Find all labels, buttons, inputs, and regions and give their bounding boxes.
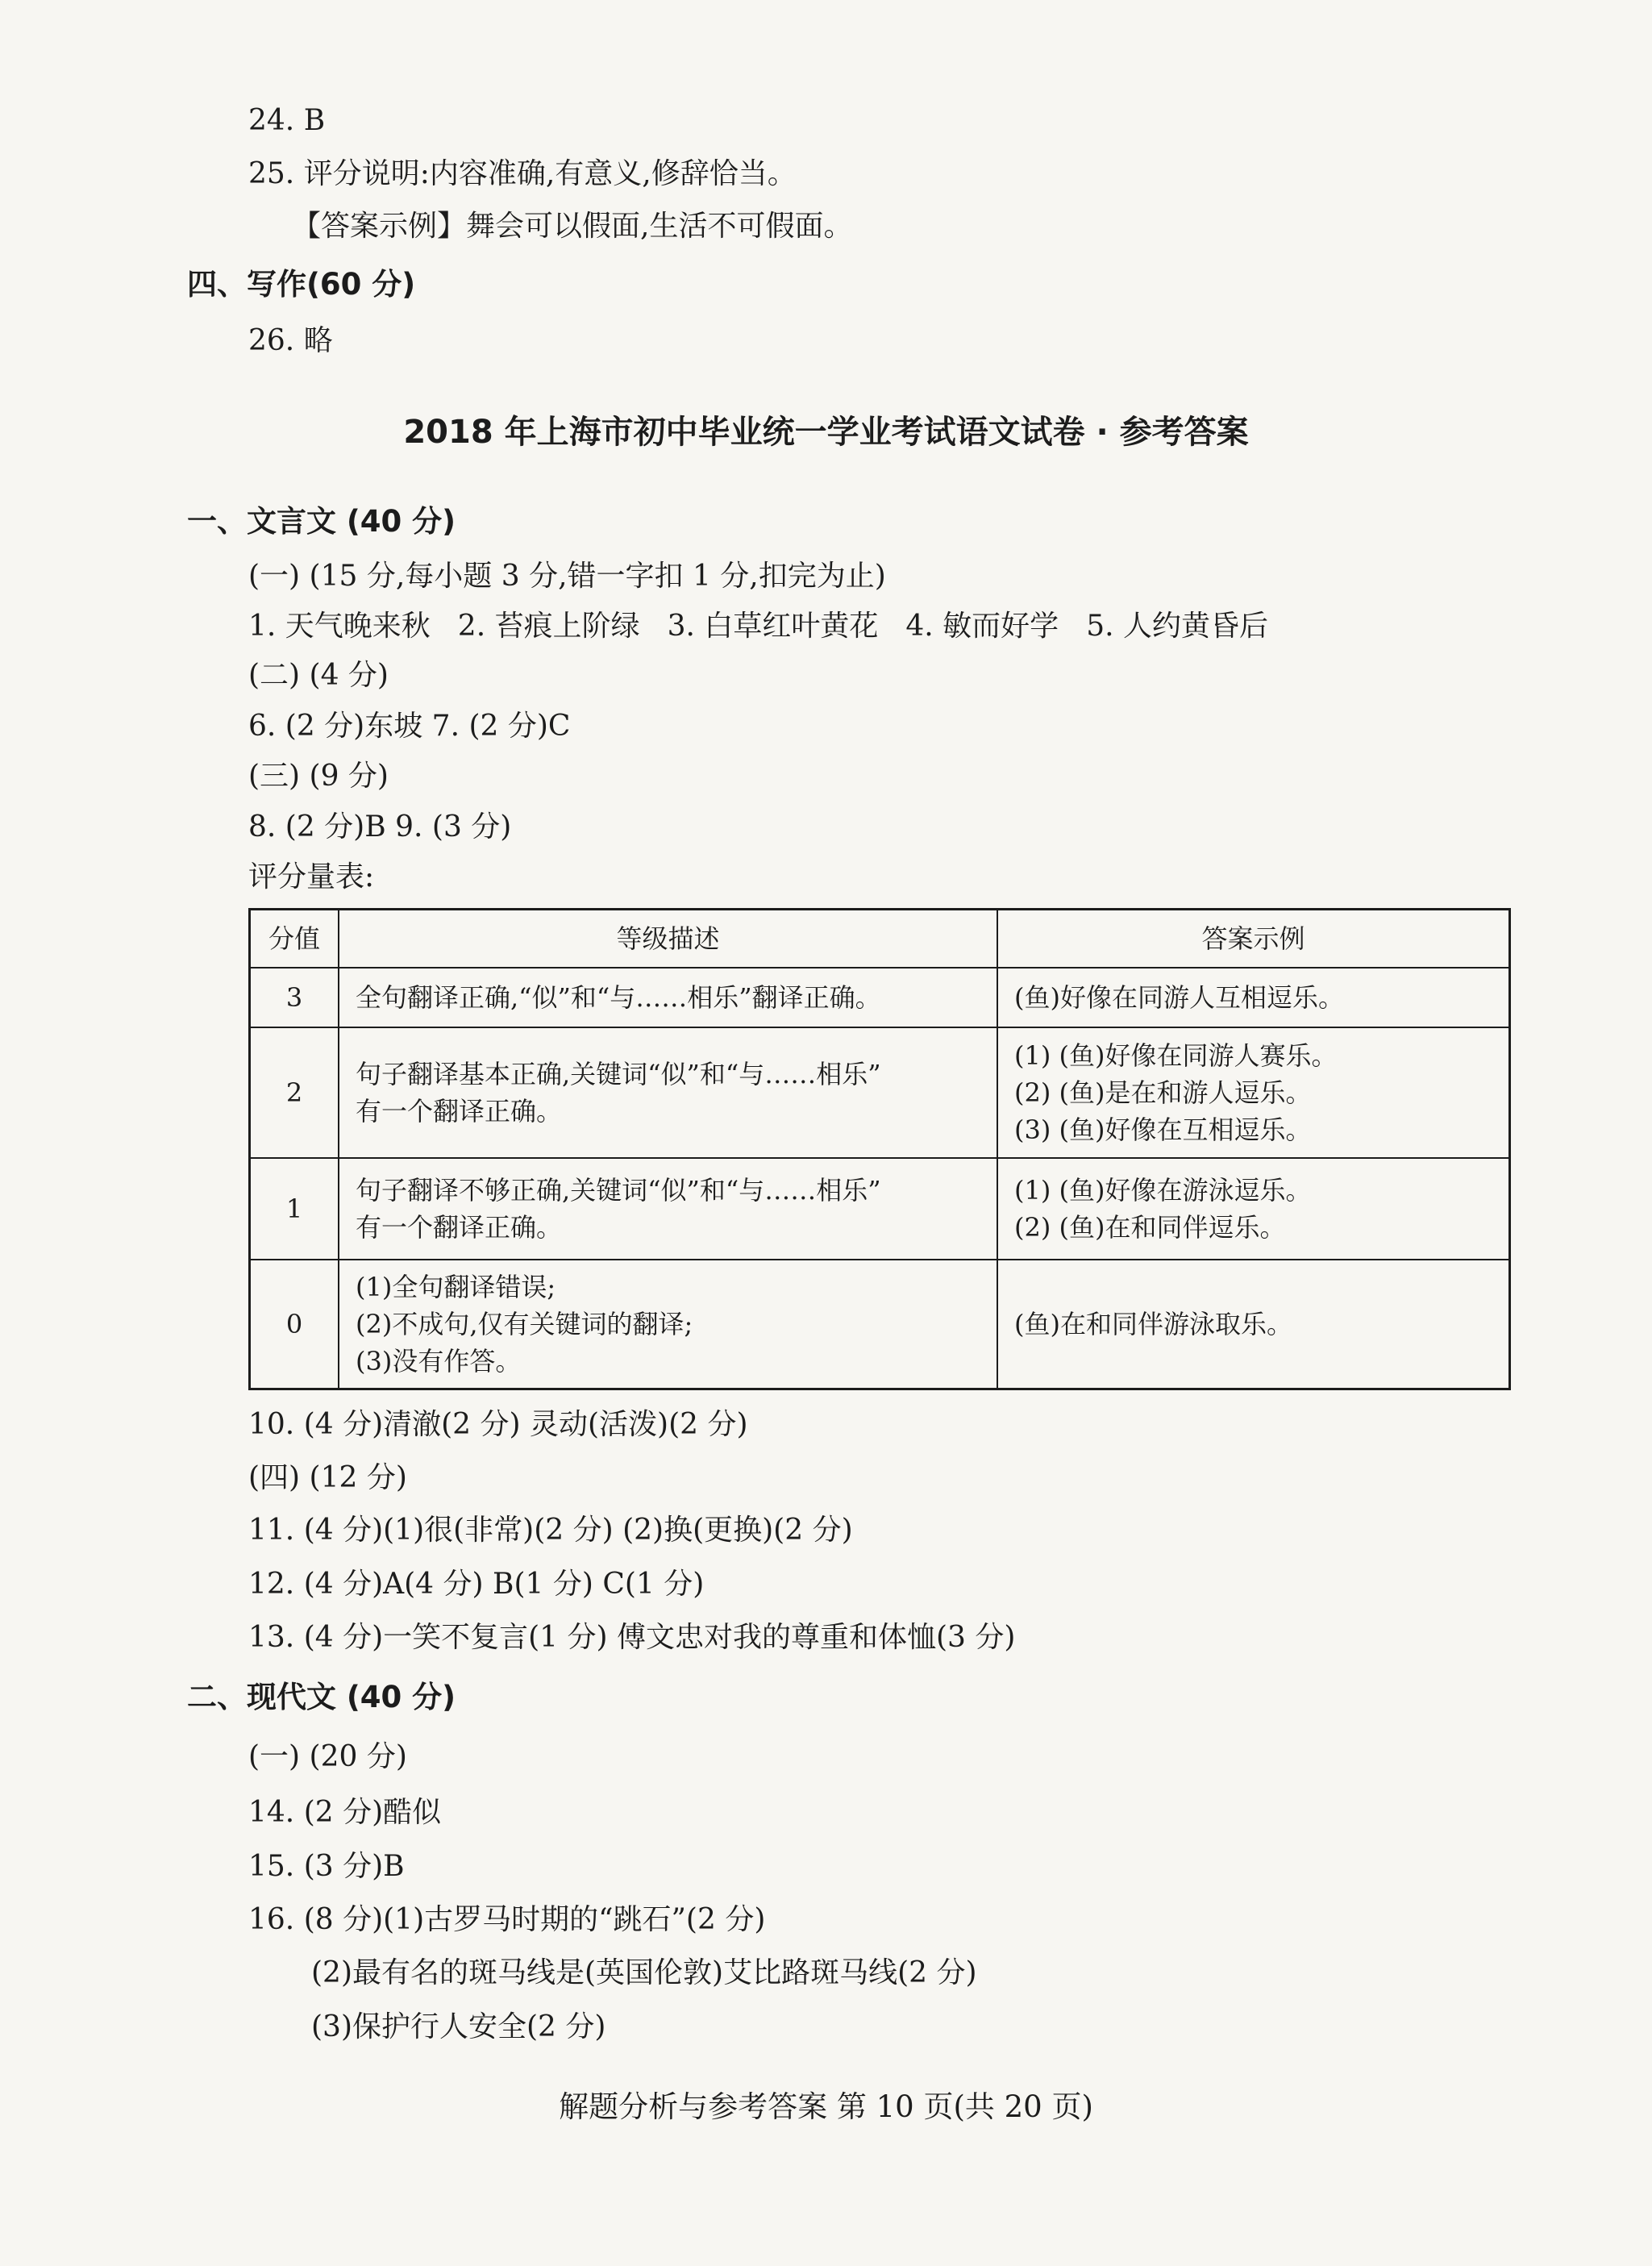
answer-q16-part3: (3)保护行人安全(2 分) [311,2010,606,2043]
table-row [250,1260,1510,1389]
answer-q15: 15. (3 分)B [248,1850,405,1883]
answer-q13: 13. (4 分)一笑不复言(1 分) 傅文忠对我的尊重和体恤(3 分) [248,1621,1016,1654]
row-examples: (鱼)好像在同游人互相逗乐。 [997,968,1510,1027]
row-description: (1)全句翻译错误; (2)不成句,仅有关键词的翻译; (3)没有作答。 [339,1260,997,1389]
answer-q16-part2: (2)最有名的斑马线是(英国伦敦)艾比路斑马线(2 分) [311,1956,977,1989]
answers-8-9: 8. (2 分)B 9. (3 分) [248,810,512,844]
row-score: 1 [250,1158,339,1260]
row-examples: (1) (鱼)好像在同游人赛乐。 (2) (鱼)是在和游人逗乐。 (3) (鱼)好像在互相逗乐。 [997,1027,1510,1158]
row-score: 2 [250,1027,339,1158]
answer-q25-example: 【答案示例】舞会可以假面,生活不可假面。 [292,210,853,243]
answer-5: 5. 人约黄昏后 [1086,610,1268,643]
table-row [250,1027,1510,1158]
part-4-heading: (四) (12 分) [248,1461,407,1494]
rubric-label: 评分量表: [248,860,375,893]
row-description: 句子翻译不够正确,关键词“似”和“与……相乐” 有一个翻译正确。 [339,1158,997,1260]
part-3-heading: (三) (9 分) [248,760,389,793]
row-examples: (1) (鱼)好像在游泳逗乐。 (2) (鱼)在和同伴逗乐。 [997,1158,1510,1260]
answer-q14: 14. (2 分)酷似 [248,1796,442,1829]
answer-q24: 24. B [248,104,326,137]
part-2-heading: (二) (4 分) [248,659,389,692]
header-score: 分值 [250,910,339,968]
header-description: 等级描述 [339,910,997,968]
answer-q11: 11. (4 分)(1)很(非常)(2 分) (2)换(更换)(2 分) [248,1514,853,1547]
answer-q16: 16. (8 分)(1)古罗马时期的“跳石”(2 分) [248,1903,766,1936]
table-row [250,968,1510,1027]
row-examples: (鱼)在和同伴游泳取乐。 [997,1260,1510,1389]
answer-q26: 26. 略 [248,324,333,357]
answer-4: 4. 敏而好学 [905,610,1059,643]
modern-part-1-heading: (一) (20 分) [248,1740,407,1773]
page-footer: 解题分析与参考答案 第 10 页(共 20 页) [559,2089,1093,2124]
answers-1-5 [248,608,1268,645]
part-1-heading: (一) (15 分,每小题 3 分,错一字扣 1 分,扣完为止) [248,560,886,593]
table-header-row [250,910,1510,968]
row-description: 全句翻译正确,“似”和“与……相乐”翻译正确。 [339,968,997,1027]
page-title: 2018 年上海市初中毕业统一学业考试语文试卷 · 参考答案 [403,414,1249,451]
row-description: 句子翻译基本正确,关键词“似”和“与……相乐” 有一个翻译正确。 [339,1027,997,1158]
row-score: 0 [250,1260,339,1389]
answer-3: 3. 白草红叶黄花 [667,610,879,643]
answer-q12: 12. (4 分)A(4 分) B(1 分) C(1 分) [248,1568,705,1601]
answer-q25: 25. 评分说明:内容准确,有意义,修辞恰当。 [248,157,797,190]
header-examples: 答案示例 [997,910,1510,968]
answers-6-7: 6. (2 分)东坡 7. (2 分)C [248,710,571,743]
section-modern-heading: 二、现代文 (40 分) [187,1680,456,1714]
answer-q10: 10. (4 分)清澈(2 分) 灵动(活泼)(2 分) [248,1408,748,1441]
section-writing-heading: 四、写作(60 分) [187,267,416,302]
row-score: 3 [250,968,339,1027]
scoring-rubric-table [248,908,1511,1390]
table-row [250,1158,1510,1260]
answer-1: 1. 天气晚来秋 [248,610,431,643]
section-classical-heading: 一、文言文 (40 分) [187,504,456,539]
answer-2: 2. 苔痕上阶绿 [457,610,640,643]
